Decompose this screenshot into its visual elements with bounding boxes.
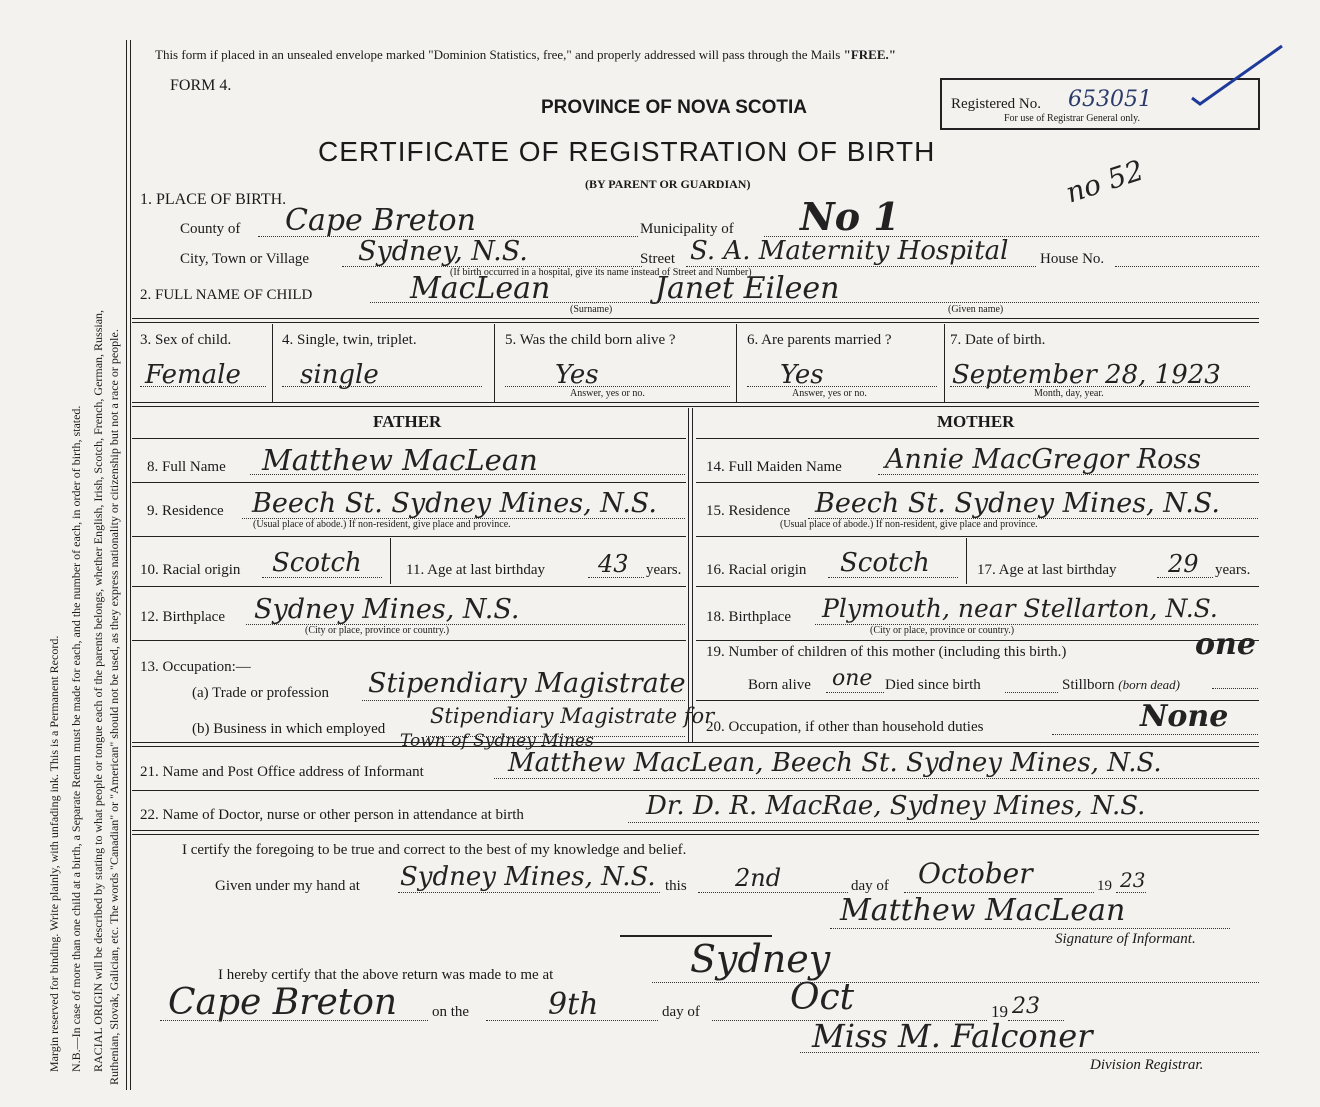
children-count: one bbox=[1195, 627, 1256, 662]
mother-age-label: 17. Age at last birthday bbox=[977, 562, 1117, 578]
margin-handwriting: no 52 bbox=[1061, 153, 1148, 210]
given-name-note: (Given name) bbox=[948, 304, 1004, 315]
mother-residence: Beech St. Sydney Mines, N.S. bbox=[815, 488, 1220, 519]
father-residence: Beech St. Sydney Mines, N.S. bbox=[252, 488, 657, 519]
mother-name: Annie MacGregor Ross bbox=[885, 444, 1202, 475]
registered-number: 653051 bbox=[1068, 87, 1152, 112]
form-number: FORM 4. bbox=[170, 77, 232, 94]
parents-married-question: 6. Are parents married ? bbox=[747, 332, 892, 348]
this-label: this bbox=[665, 878, 687, 894]
mother-residence-label: 15. Residence bbox=[706, 503, 791, 519]
house-number-label: House No. bbox=[1040, 251, 1105, 267]
margin-note-nb: N.B.—In case of more than one child at a birth, a Separate Return must be made for each, and the number of each, in order of birth, stated. bbox=[69, 405, 83, 1072]
registrar-place: Sydney bbox=[690, 937, 831, 981]
mother-racial-label: 16. Racial origin bbox=[706, 562, 807, 578]
county-value: Cape Breton bbox=[285, 203, 476, 238]
mother-name-label: 14. Full Maiden Name bbox=[706, 459, 842, 475]
mother-birthplace-note: (City or place, province or country.) bbox=[870, 625, 1015, 636]
registrar-on-label: on the bbox=[432, 1004, 470, 1020]
date-of-birth-value: September 28, 1923 bbox=[952, 360, 1221, 390]
margin-rule bbox=[126, 40, 127, 1090]
answer-note-2: Answer, yes or no. bbox=[792, 388, 867, 399]
father-birthplace-label: 12. Birthplace bbox=[140, 609, 225, 625]
registrar-caption: Division Registrar. bbox=[1090, 1057, 1204, 1073]
born-alive-label: Born alive bbox=[748, 677, 811, 693]
informant-label: 21. Name and Post Office address of Informant bbox=[140, 764, 424, 780]
registrar-day: 9th bbox=[548, 987, 599, 1022]
father-birthplace: Sydney Mines, N.S. bbox=[254, 594, 520, 625]
date-of-birth-label: 7. Date of birth. bbox=[950, 332, 1046, 348]
stillborn-label: Stillborn (born dead) bbox=[1062, 677, 1181, 693]
mother-residence-note: (Usual place of abode.) If non-resident, give place and province. bbox=[780, 519, 1038, 530]
place-of-birth-label: 1. PLACE OF BIRTH. bbox=[140, 191, 287, 208]
certificate-title: CERTIFICATE OF REGISTRATION OF BIRTH bbox=[318, 136, 936, 167]
registrar-day-of-label: day of bbox=[662, 1004, 700, 1020]
father-name: Matthew MacLean bbox=[262, 443, 538, 477]
trade-value: Stipendiary Magistrate bbox=[368, 668, 686, 699]
mother-occupation-label: 20. Occupation, if other than household duties bbox=[706, 719, 984, 735]
checkmark-icon bbox=[1180, 40, 1290, 110]
business-value-2: Town of Sydney Mines bbox=[400, 731, 594, 751]
certification-statement: I certify the foregoing to be true and correct to the best of my knowledge and belief. bbox=[182, 842, 687, 858]
born-alive-question: 5. Was the child born alive ? bbox=[505, 332, 676, 348]
mother-racial: Scotch bbox=[840, 548, 930, 578]
doctor-label: 22. Name of Doctor, nurse or other person in attendance at birth bbox=[140, 807, 524, 823]
mother-birthplace-label: 18. Birthplace bbox=[706, 609, 791, 625]
father-occupation-label: 13. Occupation:— bbox=[140, 659, 251, 675]
registrar-signature: Miss M. Falconer bbox=[812, 1017, 1093, 1055]
street-value: S. A. Maternity Hospital bbox=[690, 236, 1009, 266]
sex-value: Female bbox=[145, 360, 241, 390]
died-label: Died since birth bbox=[885, 677, 981, 693]
business-value: Stipendiary Magistrate for bbox=[430, 704, 715, 728]
city-label: City, Town or Village bbox=[180, 251, 310, 267]
mother-heading: MOTHER bbox=[937, 412, 1015, 431]
doctor-value: Dr. D. R. MacRae, Sydney Mines, N.S. bbox=[646, 791, 1146, 821]
informant-signature: Matthew MacLean bbox=[840, 893, 1126, 928]
hospital-note: (If birth occurred in a hospital, give its name instead of Street and Number) bbox=[450, 267, 752, 278]
city-value: Sydney, N.S. bbox=[358, 236, 528, 267]
mother-birthplace: Plymouth, near Stellarton, N.S. bbox=[822, 594, 1218, 623]
mother-age: 29 bbox=[1168, 550, 1199, 578]
mother-occupation: None bbox=[1140, 699, 1229, 734]
answer-note-1: Answer, yes or no. bbox=[570, 388, 645, 399]
father-name-label: 8. Full Name bbox=[147, 459, 226, 475]
child-name-label: 2. FULL NAME OF CHILD bbox=[140, 287, 313, 303]
margin-note-racial-2: Ruthenian, Slovak, Galician, etc. The words "Canadian" or "American" should not be used, as they express nationality or citizenship but not a race or people. bbox=[107, 329, 121, 1085]
given-under-label: Given under my hand at bbox=[215, 878, 360, 894]
province-heading: PROVINCE OF NOVA SCOTIA bbox=[541, 97, 808, 118]
born-alive-answer: Yes bbox=[555, 360, 599, 390]
registrar-month: Oct bbox=[790, 977, 855, 1018]
section-divider bbox=[132, 318, 1259, 323]
certify-month: October bbox=[918, 857, 1033, 890]
county-label: County of bbox=[180, 221, 241, 237]
born-alive-value: one bbox=[832, 666, 873, 691]
registrar-year-prefix: 19 bbox=[991, 1002, 1008, 1021]
registrar-year: 23 bbox=[1012, 994, 1040, 1019]
father-residence-note: (Usual place of abode.) If non-resident, give place and province. bbox=[253, 519, 511, 530]
certify-place: Sydney Mines, N.S. bbox=[400, 862, 656, 892]
margin-rule-2 bbox=[130, 40, 131, 1090]
plurality-label: 4. Single, twin, triplet. bbox=[282, 332, 417, 348]
children-count-label: 19. Number of children of this mother (including this birth.) bbox=[706, 644, 1067, 660]
registrar-statement: I hereby certify that the above return was made to me at bbox=[218, 967, 554, 983]
business-label: (b) Business in which employed bbox=[192, 721, 386, 737]
mother-years: years. bbox=[1215, 562, 1251, 578]
sex-label: 3. Sex of child. bbox=[140, 332, 232, 348]
certify-year-prefix: 19 bbox=[1097, 878, 1112, 894]
mail-notice: This form if placed in an unsealed envelope marked "Dominion Statistics, free," and properly addressed will pass through the Mails "FREE." bbox=[155, 47, 896, 62]
informant-signature-caption: Signature of Informant. bbox=[1055, 931, 1196, 947]
parents-married-answer: Yes bbox=[780, 360, 824, 390]
father-heading: FATHER bbox=[373, 412, 442, 431]
trade-label: (a) Trade or profession bbox=[192, 685, 330, 701]
surname-note: (Surname) bbox=[570, 304, 613, 315]
father-years: years. bbox=[646, 562, 682, 578]
margin-note-binding: Margin reserved for binding. Write plainly, with unfading ink. This is a Permanent Record. bbox=[47, 635, 61, 1072]
father-age: 43 bbox=[598, 550, 629, 578]
father-age-label: 11. Age at last birthday bbox=[406, 562, 545, 578]
child-given-name: Janet Eileen bbox=[655, 271, 840, 306]
street-label: Street bbox=[640, 251, 675, 267]
registered-label: Registered No. bbox=[951, 96, 1041, 112]
father-racial-label: 10. Racial origin bbox=[140, 562, 241, 578]
registrar-note: For use of Registrar General only. bbox=[1004, 113, 1140, 124]
municipality-value: No 1 bbox=[800, 194, 900, 239]
certify-year: 23 bbox=[1120, 868, 1146, 892]
father-racial: Scotch bbox=[272, 548, 362, 578]
certify-day: 2nd bbox=[735, 864, 782, 892]
plurality-value: single bbox=[300, 360, 379, 390]
father-residence-label: 9. Residence bbox=[147, 503, 224, 519]
registrar-county: Cape Breton bbox=[168, 982, 398, 1023]
margin-note-racial: RACIAL ORIGIN will be described by stating to what people or tongue each of the parents belongs, whether English, Irish, Scotch, French, German, Russian, bbox=[91, 309, 105, 1072]
father-birthplace-note: (City or place, province or country.) bbox=[305, 625, 450, 636]
informant-value: Matthew MacLean, Beech St. Sydney Mines, N.S. bbox=[508, 748, 1162, 778]
date-note: Month, day, year. bbox=[1034, 388, 1104, 399]
certify-day-of-label: day of bbox=[851, 878, 889, 894]
child-surname: MacLean bbox=[410, 271, 551, 306]
certificate-subtitle: (BY PARENT OR GUARDIAN) bbox=[585, 177, 751, 191]
municipality-label: Municipality of bbox=[640, 221, 734, 237]
